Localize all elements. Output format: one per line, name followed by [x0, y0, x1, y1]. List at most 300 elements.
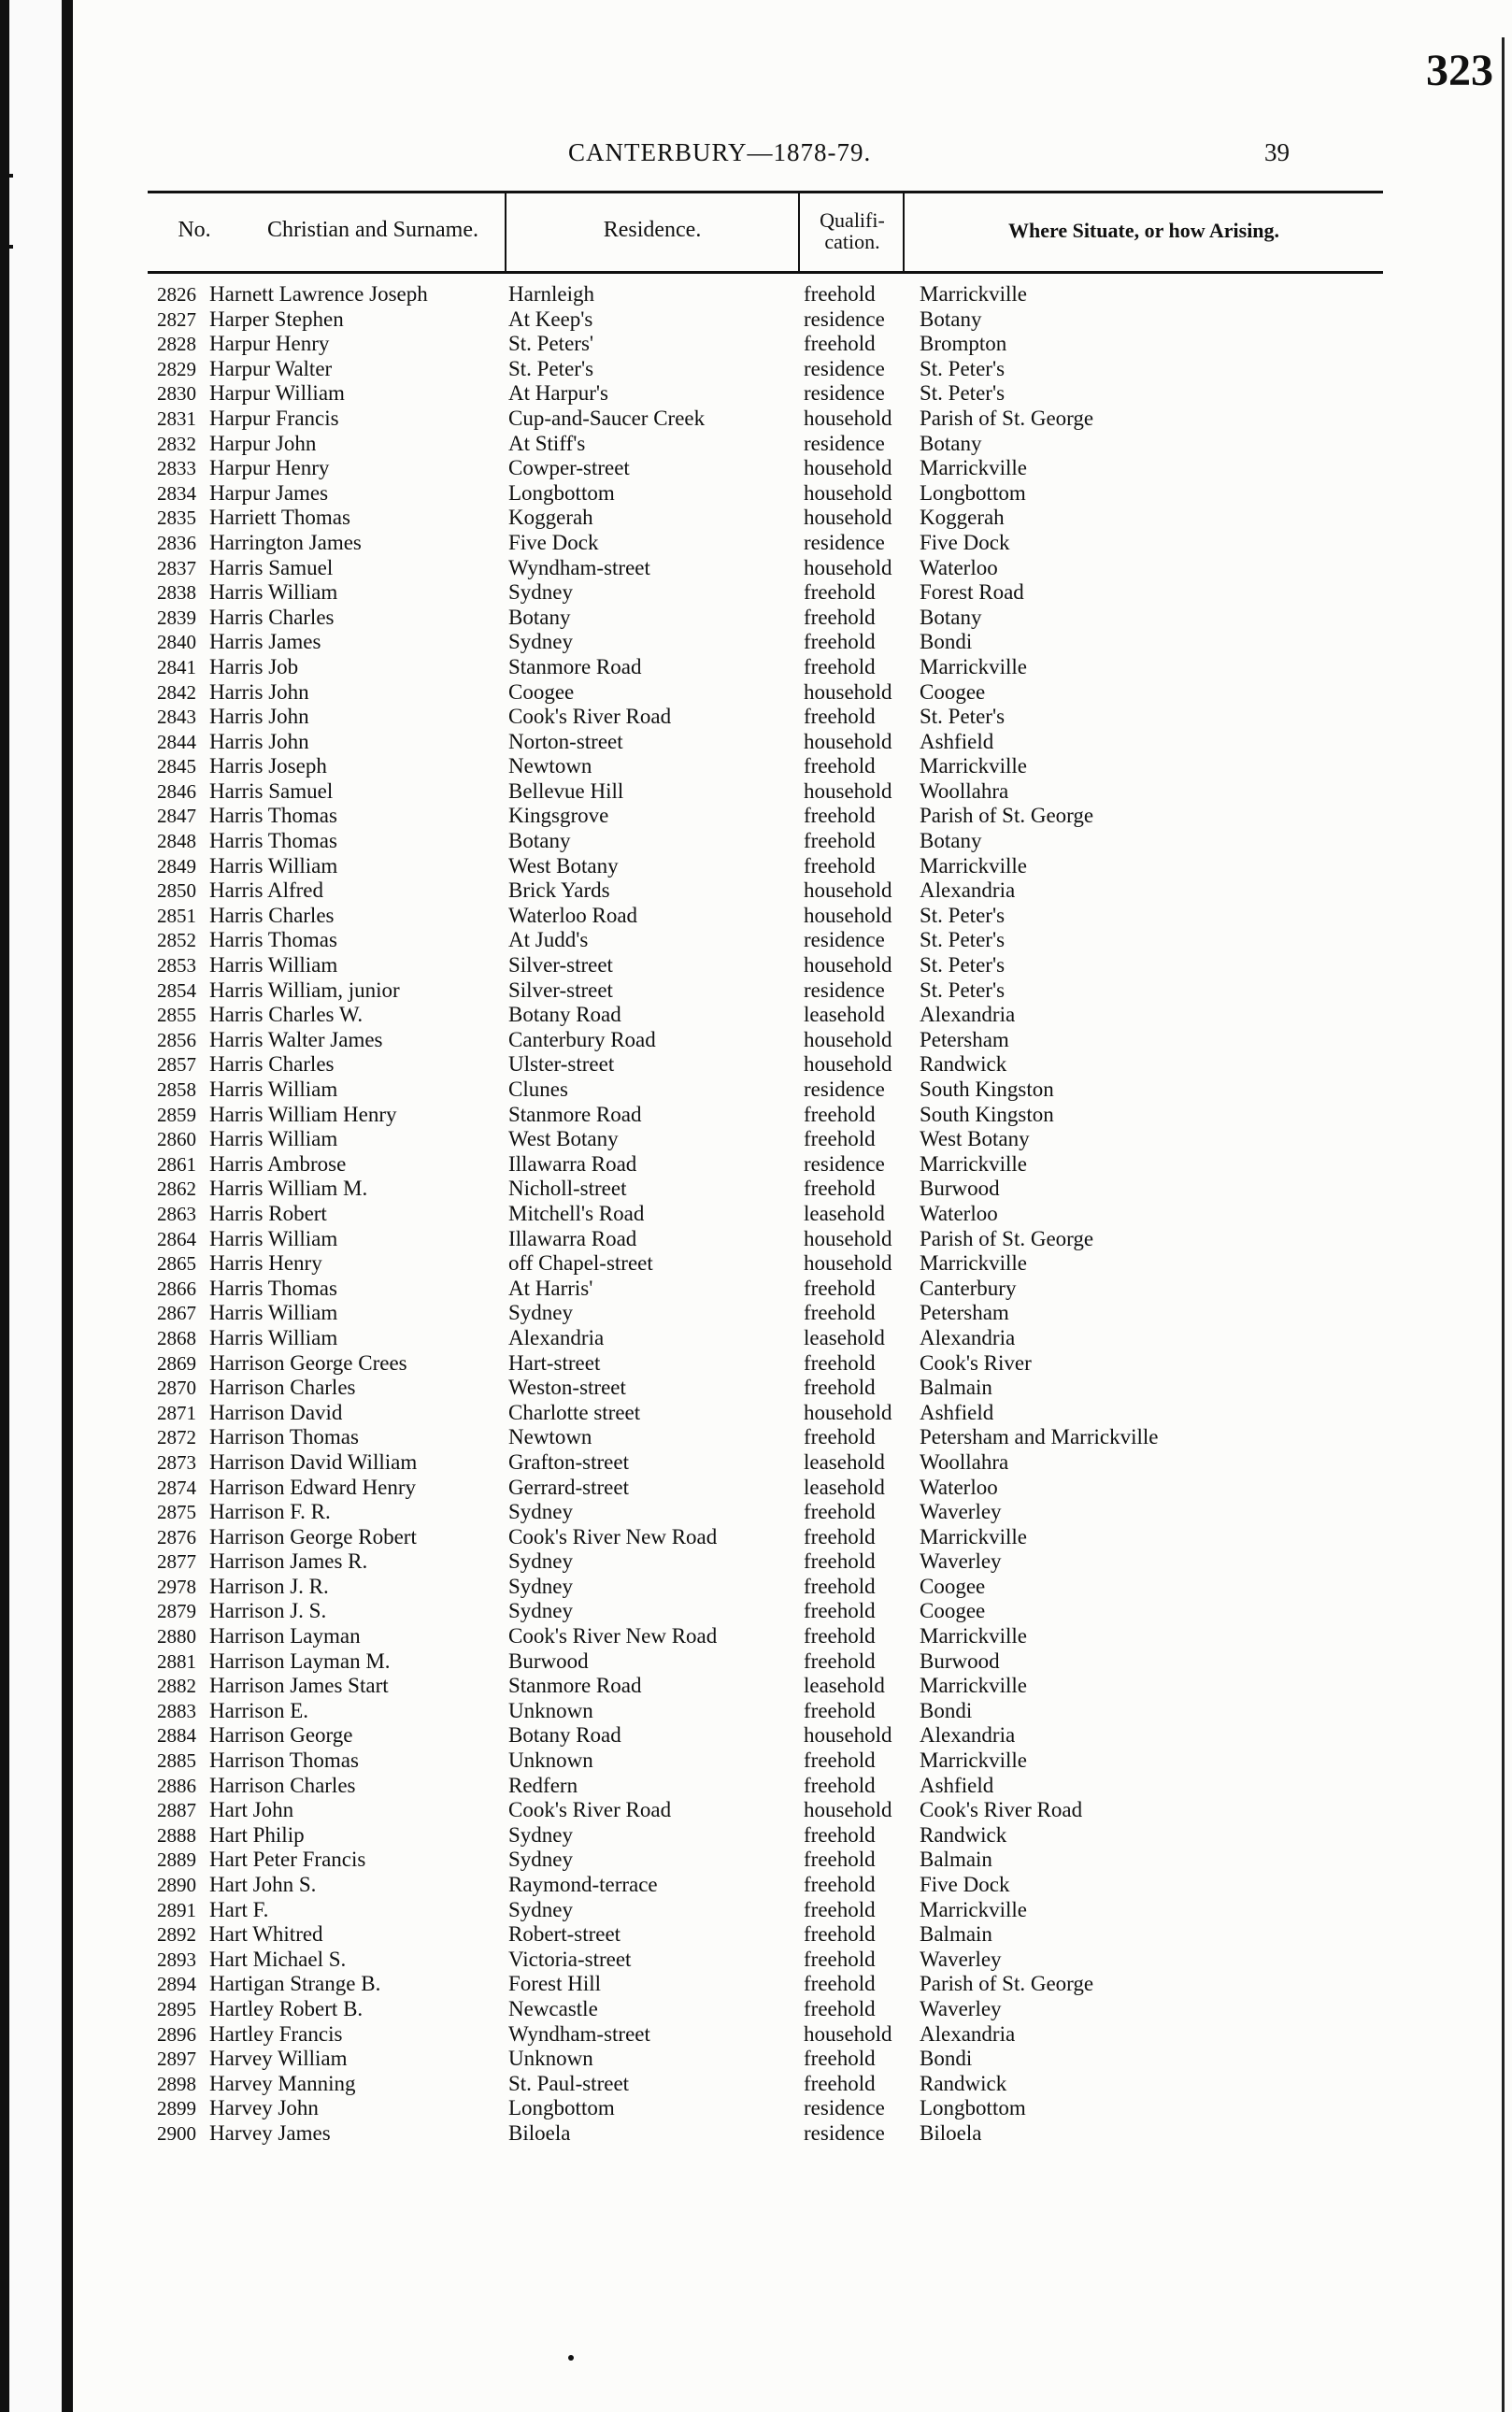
- entry-qualification: household: [804, 953, 892, 978]
- entry-qualification: household: [804, 778, 892, 803]
- entry-residence: Wyndham-street: [508, 2021, 650, 2046]
- table-row: [73, 878, 1381, 904]
- table-row: [73, 1972, 1381, 1997]
- entry-number: 2856: [157, 1028, 196, 1051]
- entry-where-situate: St. Peter's: [920, 903, 1006, 927]
- entry-number: 2826: [157, 283, 196, 306]
- entry-residence: Mitchell's Road: [508, 1201, 645, 1225]
- table-row: [73, 1277, 1381, 1302]
- entry-name: Harris Charles: [209, 605, 335, 629]
- entry-residence: At Stiff's: [508, 431, 586, 455]
- table-row: [73, 1052, 1381, 1078]
- entry-residence: Newtown: [508, 1425, 592, 1449]
- entry-name: Harris Alfred: [209, 878, 323, 903]
- table-row: [73, 1699, 1381, 1724]
- entry-name: Harrison F. R.: [209, 1500, 331, 1524]
- entry-qualification: residence: [804, 978, 885, 1002]
- entry-where-situate: Waverley: [920, 1549, 1002, 1574]
- entry-name: Harris John: [209, 705, 309, 729]
- entry-qualification: freehold: [804, 1102, 876, 1126]
- entry-residence: Forest Hill: [508, 1972, 602, 1996]
- entry-name: Harris Thomas: [209, 804, 337, 828]
- entry-residence: Sydney: [508, 1549, 573, 1574]
- entry-where-situate: Burwood: [920, 1648, 1000, 1673]
- entry-where-situate: Forest Road: [920, 580, 1024, 605]
- entry-name: Harrison Charles: [209, 1773, 356, 1797]
- entry-where-situate: Marrickville: [920, 1748, 1027, 1773]
- entry-number: 2881: [157, 1649, 196, 1673]
- entry-qualification: freehold: [804, 804, 876, 828]
- entry-residence: Ulster-street: [508, 1052, 615, 1077]
- entry-where-situate: Woollahra: [920, 1449, 1009, 1474]
- entry-name: Harris Ambrose: [209, 1151, 347, 1176]
- entry-qualification: freehold: [804, 1425, 876, 1449]
- entry-residence: Longbottom: [508, 480, 615, 505]
- entry-name: Harris Robert: [209, 1201, 327, 1225]
- entry-residence: Cook's River Road: [508, 1798, 672, 1822]
- entry-residence: Raymond-terrace: [508, 1873, 658, 1896]
- entry-residence: Waterloo Road: [508, 903, 638, 927]
- table-row: [73, 332, 1381, 357]
- edge-mark: [0, 245, 13, 249]
- entry-residence: At Judd's: [508, 928, 589, 952]
- entry-where-situate: Petersham: [920, 1027, 1009, 1051]
- table-row: [73, 1152, 1381, 1177]
- table-row: [73, 1922, 1381, 1948]
- entry-residence: St. Paul-street: [508, 2071, 630, 2095]
- entry-name: Harpur James: [209, 480, 329, 505]
- table-row: [73, 1624, 1381, 1649]
- entry-where-situate: Bondi: [920, 2047, 973, 2071]
- entry-residence: Stanmore Road: [508, 1102, 642, 1126]
- entry-where-situate: Botany: [920, 431, 982, 455]
- entry-where-situate: St. Peter's: [920, 978, 1006, 1002]
- entry-name: Harvey John: [209, 2096, 319, 2120]
- page-corner-number: 323: [1426, 46, 1493, 95]
- entry-residence: Unknown: [508, 1698, 593, 1722]
- entry-where-situate: Marrickville: [920, 1624, 1027, 1648]
- entry-qualification: freehold: [804, 1873, 876, 1896]
- entry-qualification: freehold: [804, 605, 876, 629]
- entry-number: 2851: [157, 904, 196, 927]
- entry-qualification: household: [804, 480, 892, 505]
- entry-number: 2857: [157, 1053, 196, 1077]
- entry-number: 2879: [157, 1600, 196, 1623]
- entry-qualification: freehold: [804, 1698, 876, 1722]
- entry-qualification: freehold: [804, 1773, 876, 1797]
- entry-qualification: leasehold: [804, 1003, 885, 1027]
- table-row: [73, 556, 1381, 581]
- entry-name: Harpur Henry: [209, 332, 330, 356]
- table-row: [73, 357, 1381, 382]
- entry-name: Harris Job: [209, 654, 299, 678]
- register-entries: [73, 282, 1381, 2147]
- entry-qualification: household: [804, 1226, 892, 1250]
- table-row: [73, 2096, 1381, 2121]
- entry-number: 2890: [157, 1874, 196, 1896]
- entry-where-situate: Canterbury: [920, 1276, 1017, 1300]
- entry-number: 2896: [157, 2022, 196, 2046]
- entry-number: 2831: [157, 407, 196, 430]
- column-divider: [798, 191, 800, 271]
- entry-residence: Cowper-street: [508, 456, 630, 480]
- entry-number: 2827: [157, 307, 196, 331]
- entry-residence: Hart-street: [508, 1350, 601, 1375]
- page-number: 39: [1264, 138, 1290, 166]
- entry-number: 2860: [157, 1128, 196, 1151]
- entry-residence: Botany Road: [508, 1003, 621, 1027]
- entry-number: 2829: [157, 357, 196, 380]
- entry-name: Harris John: [209, 729, 309, 753]
- table-row: [73, 1425, 1381, 1450]
- entry-residence: Botany: [508, 605, 571, 629]
- entry-name: Harrison James R.: [209, 1549, 368, 1574]
- entry-residence: Harnleigh: [508, 282, 594, 306]
- entry-name: Harris Samuel: [209, 778, 334, 803]
- entry-qualification: leasehold: [804, 1449, 885, 1474]
- entry-number: 2862: [157, 1177, 196, 1201]
- entry-where-situate: Biloela: [920, 2120, 982, 2145]
- entry-residence: Stanmore Road: [508, 654, 642, 678]
- entry-where-situate: Randwick: [920, 1052, 1007, 1077]
- entry-name: Hartigan Strange B.: [209, 1972, 381, 1996]
- entry-number: 2899: [157, 2097, 196, 2120]
- entry-qualification: freehold: [804, 1276, 876, 1300]
- entry-where-situate: Five Dock: [920, 530, 1010, 554]
- entry-name: Harris Walter James: [209, 1027, 383, 1051]
- entry-where-situate: Coogee: [920, 1574, 986, 1598]
- entry-qualification: freehold: [804, 1947, 876, 1971]
- entry-number: 2841: [157, 655, 196, 678]
- entry-name: Harrison George Crees: [209, 1350, 407, 1375]
- entry-qualification: freehold: [804, 853, 876, 878]
- entry-residence: Silver-street: [508, 978, 613, 1002]
- running-title: CANTERBURY—1878-79.: [568, 138, 872, 166]
- entry-where-situate: Parish of St. George: [920, 406, 1094, 430]
- entry-number: 2877: [157, 1550, 196, 1574]
- edge-mark: [0, 174, 13, 178]
- table-row: [73, 580, 1381, 606]
- entry-residence: Unknown: [508, 1748, 593, 1773]
- entry-residence: At Harpur's: [508, 381, 608, 406]
- entry-name: Harriett Thomas: [209, 506, 350, 530]
- entry-where-situate: Parish of St. George: [920, 1972, 1094, 1996]
- entry-name: Harris William M.: [209, 1177, 368, 1201]
- entry-name: Harrison David: [209, 1400, 343, 1424]
- entry-residence: Bellevue Hill: [508, 778, 624, 803]
- entry-qualification: freehold: [804, 1127, 876, 1151]
- entry-qualification: freehold: [804, 1624, 876, 1648]
- column-header-residence: Residence.: [603, 218, 702, 243]
- entry-number: 2837: [157, 556, 196, 579]
- table-row: [73, 307, 1381, 333]
- entry-residence: West Botany: [508, 853, 619, 878]
- entry-qualification: residence: [804, 307, 885, 331]
- entry-residence: Alexandria: [508, 1325, 605, 1349]
- entry-residence: off Chapel-street: [508, 1251, 653, 1276]
- entry-where-situate: Marrickville: [920, 1674, 1027, 1698]
- entry-residence: Cook's River New Road: [508, 1524, 718, 1549]
- entry-qualification: freehold: [804, 1848, 876, 1872]
- entry-number: 2886: [157, 1774, 196, 1797]
- table-row: [73, 1003, 1381, 1028]
- entry-qualification: freehold: [804, 1599, 876, 1623]
- table-row: [73, 1898, 1381, 1923]
- entry-qualification: freehold: [804, 1500, 876, 1524]
- entry-name: Harris Charles W.: [209, 1003, 364, 1027]
- entry-name: Harrison James Start: [209, 1674, 389, 1698]
- entry-where-situate: Waterloo: [920, 555, 998, 579]
- entry-qualification: leasehold: [804, 1674, 885, 1698]
- entry-qualification: residence: [804, 1078, 885, 1101]
- table-row: [73, 829, 1381, 854]
- table-row: [73, 1028, 1381, 1053]
- entry-number: 2830: [157, 382, 196, 406]
- entry-number: 2870: [157, 1377, 196, 1400]
- entry-number: 2835: [157, 507, 196, 530]
- entry-residence: Sydney: [508, 1599, 573, 1623]
- table-header: [73, 191, 1391, 271]
- entry-number: 2891: [157, 1898, 196, 1921]
- entry-residence: Sydney: [508, 1301, 573, 1325]
- entry-residence: Gerrard-street: [508, 1475, 629, 1499]
- entry-name: Harrison Thomas: [209, 1748, 359, 1773]
- entry-where-situate: Randwick: [920, 2071, 1007, 2095]
- table-row: [73, 1202, 1381, 1227]
- adjacent-page-edge: [0, 0, 73, 2412]
- entry-qualification: freehold: [804, 2071, 876, 2095]
- table-row: [73, 730, 1381, 755]
- entry-where-situate: Brompton: [920, 332, 1007, 356]
- entry-where-situate: Waterloo: [920, 1201, 998, 1225]
- entry-name: Harper Stephen: [209, 307, 344, 331]
- entry-number: 2865: [157, 1252, 196, 1276]
- entry-name: Harris Charles: [209, 1052, 335, 1077]
- entry-qualification: household: [804, 679, 892, 704]
- entry-where-situate: Marrickville: [920, 654, 1027, 678]
- entry-residence: Illawarra Road: [508, 1151, 637, 1176]
- entry-residence: Canterbury Road: [508, 1027, 656, 1051]
- table-row: [73, 655, 1381, 680]
- table-row: [73, 2047, 1381, 2072]
- entry-residence: St. Peter's: [508, 356, 594, 380]
- entry-where-situate: Marrickville: [920, 1524, 1027, 1549]
- entry-qualification: household: [804, 1798, 892, 1822]
- entry-name: Harvey James: [209, 2120, 331, 2145]
- entry-number: 2873: [157, 1450, 196, 1474]
- entry-number: 2855: [157, 1004, 196, 1027]
- table-row: [73, 432, 1381, 457]
- entry-name: Hart F.: [209, 1897, 269, 1921]
- table-row: [73, 1848, 1381, 1873]
- entry-name: Harris William: [209, 1301, 338, 1325]
- entry-qualification: household: [804, 729, 892, 753]
- entry-name: Harrison George: [209, 1723, 353, 1748]
- entry-qualification: household: [804, 456, 892, 480]
- entry-number: 2843: [157, 706, 196, 729]
- table-row: [73, 1774, 1381, 1799]
- entry-where-situate: Koggerah: [920, 506, 1005, 530]
- table-row: [73, 1401, 1381, 1426]
- entry-qualification: freehold: [804, 1376, 876, 1400]
- entry-number: 2854: [157, 978, 196, 1002]
- entry-name: Harrison Charles: [209, 1376, 356, 1400]
- entry-where-situate: Marrickville: [920, 1251, 1027, 1276]
- entry-where-situate: Marrickville: [920, 1897, 1027, 1921]
- entry-residence: Clunes: [508, 1078, 568, 1101]
- table-row: [73, 1476, 1381, 1501]
- entry-number: 2864: [157, 1227, 196, 1250]
- entry-qualification: freehold: [804, 654, 876, 678]
- entry-number: 2868: [157, 1326, 196, 1349]
- entry-where-situate: Petersham and Marrickville: [920, 1425, 1159, 1449]
- entry-where-situate: Balmain: [920, 1376, 992, 1400]
- entry-number: 2840: [157, 631, 196, 654]
- table-row: [73, 1599, 1381, 1624]
- entry-number: 2842: [157, 680, 196, 704]
- entry-number: 2833: [157, 457, 196, 480]
- entry-qualification: freehold: [804, 282, 876, 306]
- entry-qualification: residence: [804, 928, 885, 952]
- table-row: [73, 407, 1381, 432]
- entry-name: Harris Joseph: [209, 754, 327, 778]
- entry-qualification: residence: [804, 381, 885, 406]
- entry-qualification: household: [804, 506, 892, 530]
- entry-name: Harris William, junior: [209, 978, 400, 1002]
- table-row: [73, 1251, 1381, 1277]
- entry-number: 2834: [157, 481, 196, 505]
- entry-qualification: leasehold: [804, 1201, 885, 1225]
- entry-name: Harris William: [209, 953, 338, 978]
- entry-residence: Sydney: [508, 630, 573, 654]
- table-row: [73, 506, 1381, 531]
- column-header-where: Where Situate, or how Arising.: [1007, 219, 1280, 243]
- entry-number: 2849: [157, 854, 196, 878]
- entry-qualification: household: [804, 1027, 892, 1051]
- entry-number: 2893: [157, 1948, 196, 1971]
- entry-number: 2859: [157, 1103, 196, 1126]
- entry-number: 2875: [157, 1501, 196, 1524]
- entry-where-situate: Waverley: [920, 1996, 1002, 2020]
- entry-qualification: freehold: [804, 1549, 876, 1574]
- table-row: [73, 1301, 1381, 1326]
- entry-number: 2836: [157, 531, 196, 554]
- entry-name: Harrison David William: [209, 1449, 418, 1474]
- entry-name: Harvey William: [209, 2047, 348, 2071]
- entry-qualification: freehold: [804, 1574, 876, 1598]
- entry-name: Harris John: [209, 679, 309, 704]
- table-row: [73, 2121, 1381, 2147]
- entry-qualification: household: [804, 1052, 892, 1077]
- table-row: [73, 680, 1381, 706]
- entry-qualification: freehold: [804, 630, 876, 654]
- entry-where-situate: Coogee: [920, 679, 986, 704]
- entry-residence: Wyndham-street: [508, 555, 650, 579]
- table-row: [73, 1649, 1381, 1675]
- entry-residence: Redfern: [508, 1773, 578, 1797]
- table-row: [73, 1078, 1381, 1103]
- entry-number: 2867: [157, 1302, 196, 1325]
- entry-where-situate: Waterloo: [920, 1475, 998, 1499]
- entry-number: 2884: [157, 1724, 196, 1748]
- entry-qualification: freehold: [804, 1996, 876, 2020]
- entry-residence: Longbottom: [508, 2096, 615, 2120]
- entry-qualification: freehold: [804, 1972, 876, 1996]
- entry-name: Hart Michael S.: [209, 1947, 347, 1971]
- entry-residence: At Keep's: [508, 307, 593, 331]
- entry-number: 2848: [157, 830, 196, 853]
- entry-residence: Botany: [508, 829, 571, 853]
- column-divider: [903, 191, 905, 271]
- table-row: [73, 1823, 1381, 1848]
- table-row: [73, 1127, 1381, 1152]
- page-right-border: [1502, 37, 1512, 2412]
- column-divider: [505, 191, 506, 271]
- entry-name: Harpur Walter: [209, 356, 333, 380]
- table-row: [73, 1525, 1381, 1550]
- entry-number: 2900: [157, 2121, 196, 2145]
- entry-residence: Norton-street: [508, 729, 623, 753]
- entry-where-situate: West Botany: [920, 1127, 1030, 1151]
- entry-where-situate: St. Peter's: [920, 953, 1006, 978]
- entry-number: 2894: [157, 1973, 196, 1996]
- entry-qualification: household: [804, 1251, 892, 1276]
- entry-number: 2863: [157, 1202, 196, 1225]
- entry-qualification: freehold: [804, 1301, 876, 1325]
- column-header-no: No.: [178, 218, 211, 243]
- entry-qualification: household: [804, 1723, 892, 1748]
- entry-residence: Charlotte street: [508, 1400, 641, 1424]
- entry-where-situate: Bondi: [920, 630, 973, 654]
- entry-residence: Grafton-street: [508, 1449, 629, 1474]
- column-header-qualification: Qualifi- cation.: [820, 207, 885, 253]
- entry-number: 2853: [157, 954, 196, 978]
- table-row: [73, 456, 1381, 481]
- table-row: [73, 2022, 1381, 2048]
- table-row: [73, 804, 1381, 829]
- entry-name: Harris Samuel: [209, 555, 334, 579]
- entry-number: 2845: [157, 755, 196, 778]
- entry-where-situate: Randwick: [920, 1822, 1007, 1847]
- entry-qualification: freehold: [804, 332, 876, 356]
- entry-where-situate: Longbottom: [920, 2096, 1026, 2120]
- entry-residence: St. Peters': [508, 332, 594, 356]
- entry-number: 2883: [157, 1699, 196, 1722]
- entry-residence: Illawarra Road: [508, 1226, 637, 1250]
- entry-qualification: freehold: [804, 1524, 876, 1549]
- table-row: [73, 1227, 1381, 1252]
- entry-number: 2839: [157, 606, 196, 629]
- entry-where-situate: St. Peter's: [920, 705, 1006, 729]
- table-row: [73, 928, 1381, 953]
- entry-where-situate: Ashfield: [920, 729, 994, 753]
- entry-residence: Koggerah: [508, 506, 593, 530]
- header-bottom-rule: [148, 271, 1383, 274]
- entry-where-situate: Marrickville: [920, 282, 1027, 306]
- entry-number: 2846: [157, 779, 196, 803]
- entry-residence: Cup-and-Saucer Creek: [508, 406, 706, 430]
- entry-residence: Cook's River Road: [508, 705, 672, 729]
- entry-number: 2852: [157, 929, 196, 952]
- entry-qualification: residence: [804, 530, 885, 554]
- entry-where-situate: Balmain: [920, 1922, 992, 1947]
- table-row: [73, 282, 1381, 307]
- entry-qualification: freehold: [804, 1177, 876, 1201]
- entry-name: Harpur Francis: [209, 406, 339, 430]
- entry-number: 2858: [157, 1078, 196, 1101]
- entry-where-situate: St. Peter's: [920, 928, 1006, 952]
- entry-name: Harpur John: [209, 431, 317, 455]
